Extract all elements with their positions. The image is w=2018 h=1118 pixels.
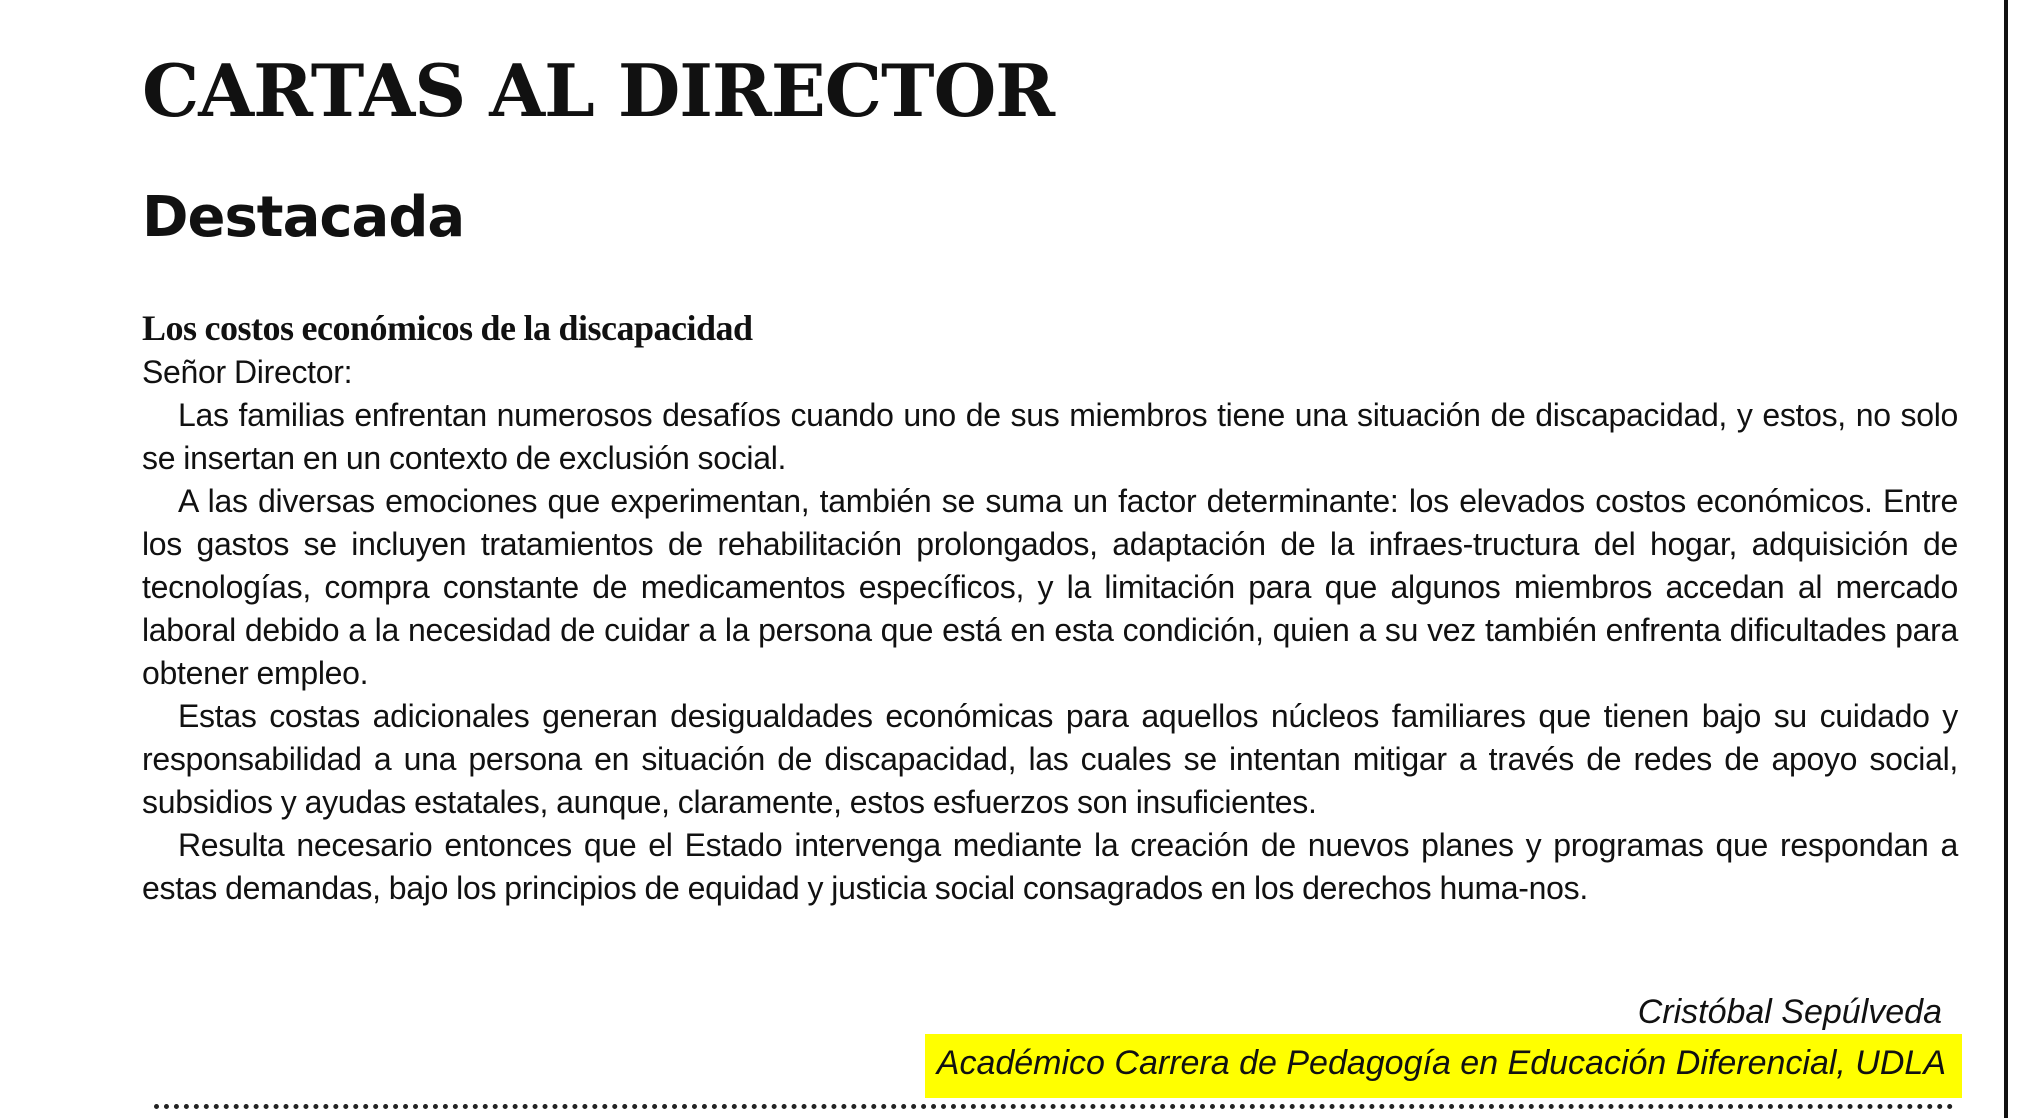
column-border: [2004, 0, 2008, 1118]
letter-paragraph-4: Resulta necesario entonces que el Estado intervenga mediante la creación de nuevos planes y programas que respondan a estas demandas, bajo los principios de equidad y justicia social consagrados en los derechos huma-nos.: [142, 827, 1958, 906]
dotted-separator: [154, 1104, 1954, 1109]
section-title: CARTAS AL DIRECTOR: [142, 48, 1055, 133]
letter-paragraph-1: Las familias enfrentan numerosos desafíos cuando uno de sus miembros tiene una situación de discapacidad, y estos, no solo se insertan en un contexto de exclusión social.: [142, 397, 1958, 476]
letter-paragraph-2: A las diversas emociones que experimentan, también se suma un factor determinante: los elevados costos económicos. Entre los gastos se incluyen tratamientos de rehabilitación prolongados, adaptación de la infraes-tructura del hogar, adquisición de tecnologías, compra constante de medicamentos específicos, y la limitación para que algunos miembros accedan al mercado laboral debido a la necesidad de cuidar a la persona que está en esta condición, quien a su vez también enfrenta dificultades para obtener empleo.: [142, 483, 1958, 691]
letter-salutation: Señor Director:: [142, 354, 353, 390]
featured-label: Destacada: [142, 185, 465, 250]
letter-signature: [858, 991, 1958, 1098]
featured-letter: [142, 305, 1958, 910]
author-role-highlight: Académico Carrera de Pedagogía en Educación Diferencial, UDLA: [925, 1034, 1962, 1098]
letter-paragraph-3: Estas costas adicionales generan desigualdades económicas para aquellos núcleos familiares que tienen bajo su cuidado y responsabilidad a una persona en situación de discapacidad, las cuales se intentan mitigar a través de redes de apoyo social, subsidios y ayudas estatales, aunque, claramente, estos esfuerzos son insuficientes.: [142, 698, 1958, 820]
author-name: Cristóbal Sepúlveda: [1637, 993, 1942, 1031]
letter-title: Los costos económicos de la discapacidad: [142, 308, 753, 348]
